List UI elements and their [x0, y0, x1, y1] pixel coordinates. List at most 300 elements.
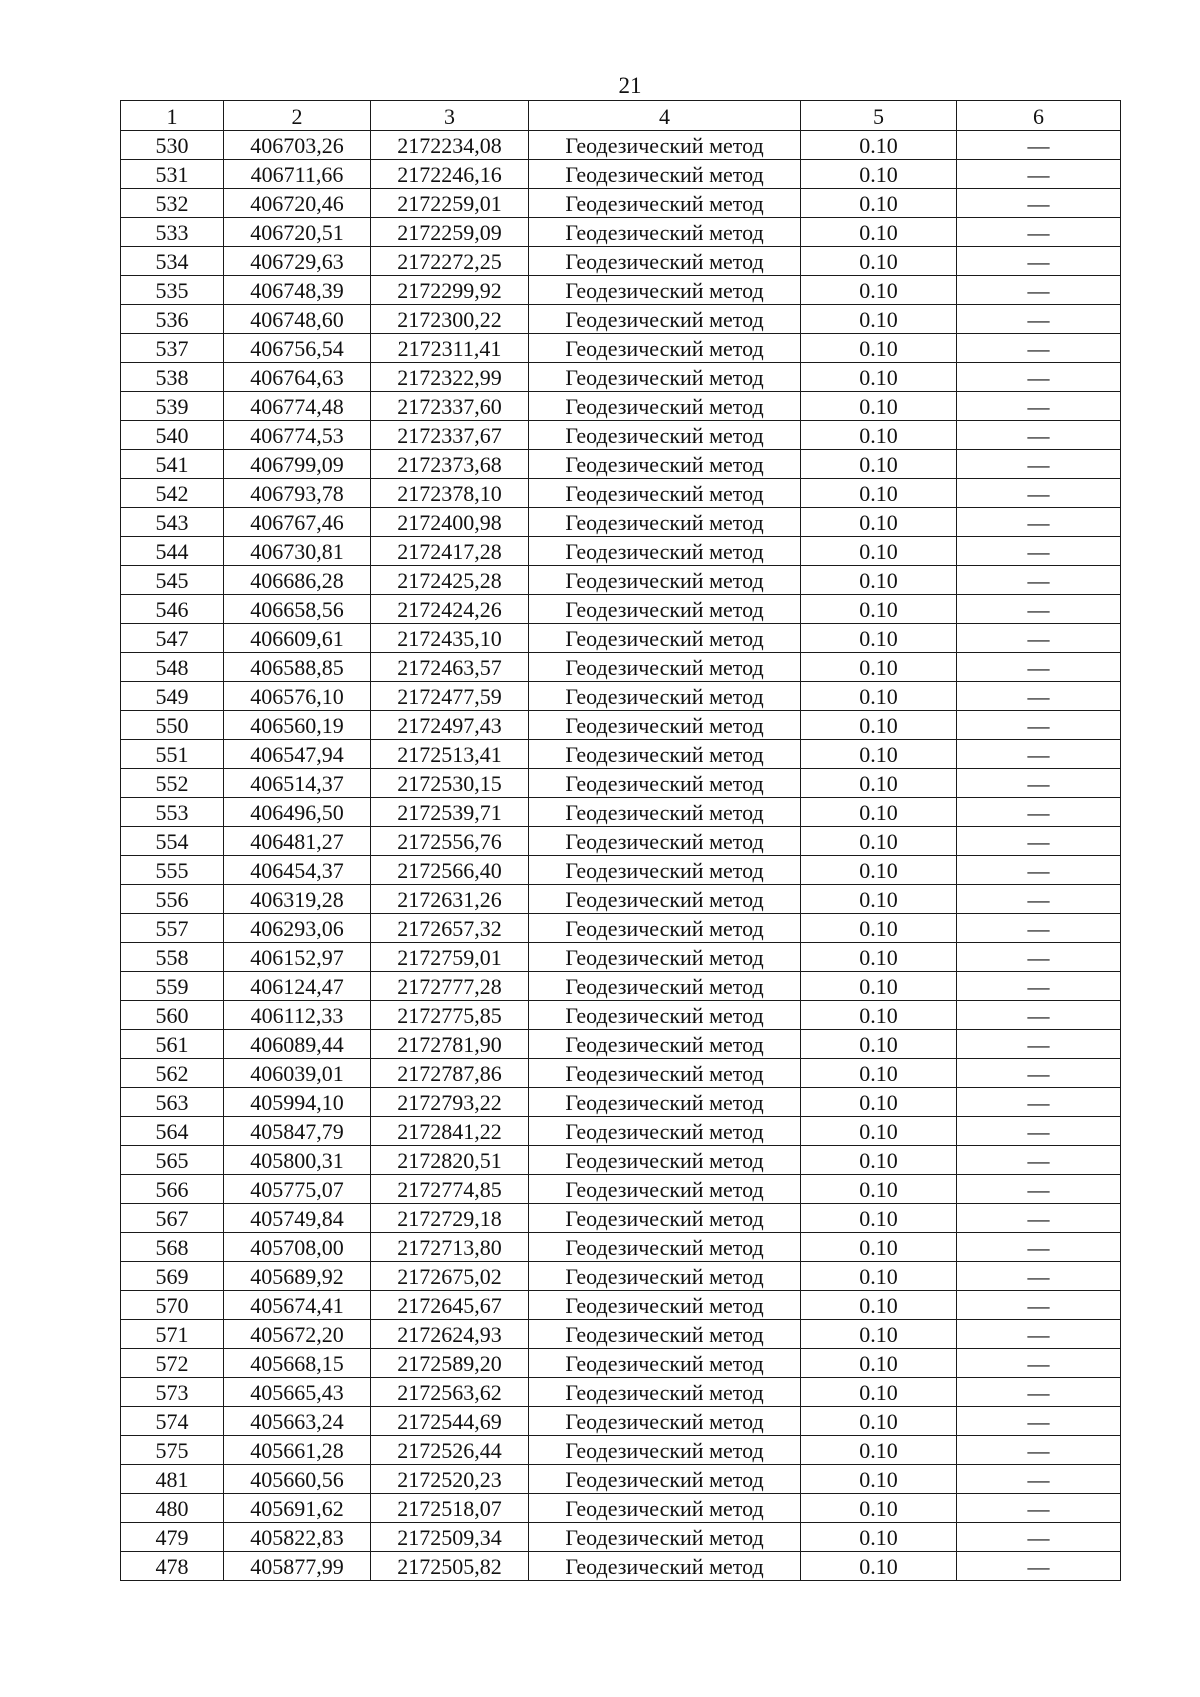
x-coordinate-cell: 406720,51: [224, 218, 371, 247]
table-row: [121, 653, 1121, 682]
accuracy-cell: 0.10: [801, 972, 957, 1001]
accuracy-cell: 0.10: [801, 1030, 957, 1059]
y-coordinate-cell: 2172497,43: [371, 711, 529, 740]
accuracy-cell: 0.10: [801, 479, 957, 508]
point-number-cell: 572: [121, 1349, 224, 1378]
accuracy-cell: 0.10: [801, 1204, 957, 1233]
point-number-cell: 548: [121, 653, 224, 682]
note-cell: —: [957, 450, 1121, 479]
note-cell: —: [957, 1030, 1121, 1059]
note-cell: —: [957, 1088, 1121, 1117]
accuracy-cell: 0.10: [801, 798, 957, 827]
x-coordinate-cell: 406767,46: [224, 508, 371, 537]
x-coordinate-cell: 405668,15: [224, 1349, 371, 1378]
x-coordinate-cell: 406609,61: [224, 624, 371, 653]
y-coordinate-cell: 2172787,86: [371, 1059, 529, 1088]
point-number-cell: 574: [121, 1407, 224, 1436]
method-cell: Геодезический метод: [529, 363, 801, 392]
accuracy-cell: 0.10: [801, 450, 957, 479]
method-cell: Геодезический метод: [529, 711, 801, 740]
table-row: [121, 1088, 1121, 1117]
point-number-cell: 478: [121, 1552, 224, 1581]
table-row: [121, 595, 1121, 624]
x-coordinate-cell: 406514,37: [224, 769, 371, 798]
method-cell: Геодезический метод: [529, 885, 801, 914]
table-row: [121, 392, 1121, 421]
table-row: [121, 1320, 1121, 1349]
accuracy-cell: 0.10: [801, 1349, 957, 1378]
note-cell: —: [957, 1407, 1121, 1436]
y-coordinate-cell: 2172259,01: [371, 189, 529, 218]
y-coordinate-cell: 2172520,23: [371, 1465, 529, 1494]
y-coordinate-cell: 2172311,41: [371, 334, 529, 363]
x-coordinate-cell: 405689,92: [224, 1262, 371, 1291]
point-number-cell: 533: [121, 218, 224, 247]
y-coordinate-cell: 2172781,90: [371, 1030, 529, 1059]
accuracy-cell: 0.10: [801, 1059, 957, 1088]
note-cell: —: [957, 1494, 1121, 1523]
method-cell: Геодезический метод: [529, 856, 801, 885]
table-row: [121, 1523, 1121, 1552]
table-row: [121, 1030, 1121, 1059]
method-cell: Геодезический метод: [529, 1233, 801, 1262]
method-cell: Геодезический метод: [529, 1146, 801, 1175]
accuracy-cell: 0.10: [801, 1117, 957, 1146]
accuracy-cell: 0.10: [801, 856, 957, 885]
method-cell: Геодезический метод: [529, 943, 801, 972]
y-coordinate-cell: 2172477,59: [371, 682, 529, 711]
header-cell-2: 2: [224, 101, 371, 131]
table-row: [121, 305, 1121, 334]
accuracy-cell: 0.10: [801, 1233, 957, 1262]
method-cell: Геодезический метод: [529, 1117, 801, 1146]
method-cell: Геодезический метод: [529, 595, 801, 624]
y-coordinate-cell: 2172505,82: [371, 1552, 529, 1581]
method-cell: Геодезический метод: [529, 421, 801, 450]
y-coordinate-cell: 2172777,28: [371, 972, 529, 1001]
x-coordinate-cell: 406481,27: [224, 827, 371, 856]
accuracy-cell: 0.10: [801, 1494, 957, 1523]
accuracy-cell: 0.10: [801, 421, 957, 450]
y-coordinate-cell: 2172713,80: [371, 1233, 529, 1262]
note-cell: —: [957, 160, 1121, 189]
point-number-cell: 556: [121, 885, 224, 914]
method-cell: Геодезический метод: [529, 131, 801, 160]
accuracy-cell: 0.10: [801, 334, 957, 363]
x-coordinate-cell: 406454,37: [224, 856, 371, 885]
method-cell: Геодезический метод: [529, 827, 801, 856]
point-number-cell: 544: [121, 537, 224, 566]
table-row: [121, 421, 1121, 450]
table-row: [121, 1436, 1121, 1465]
point-number-cell: 566: [121, 1175, 224, 1204]
x-coordinate-cell: 406124,47: [224, 972, 371, 1001]
x-coordinate-cell: 406293,06: [224, 914, 371, 943]
x-coordinate-cell: 405800,31: [224, 1146, 371, 1175]
method-cell: Геодезический метод: [529, 740, 801, 769]
accuracy-cell: 0.10: [801, 566, 957, 595]
y-coordinate-cell: 2172645,67: [371, 1291, 529, 1320]
note-cell: —: [957, 1262, 1121, 1291]
point-number-cell: 569: [121, 1262, 224, 1291]
x-coordinate-cell: 406774,53: [224, 421, 371, 450]
table-row: [121, 479, 1121, 508]
header-cell-1: 1: [121, 101, 224, 131]
accuracy-cell: 0.10: [801, 189, 957, 218]
y-coordinate-cell: 2172300,22: [371, 305, 529, 334]
x-coordinate-cell: 406711,66: [224, 160, 371, 189]
point-number-cell: 551: [121, 740, 224, 769]
y-coordinate-cell: 2172526,44: [371, 1436, 529, 1465]
note-cell: —: [957, 247, 1121, 276]
point-number-cell: 479: [121, 1523, 224, 1552]
y-coordinate-cell: 2172820,51: [371, 1146, 529, 1175]
accuracy-cell: 0.10: [801, 131, 957, 160]
note-cell: —: [957, 769, 1121, 798]
note-cell: —: [957, 1378, 1121, 1407]
accuracy-cell: 0.10: [801, 827, 957, 856]
y-coordinate-cell: 2172509,34: [371, 1523, 529, 1552]
x-coordinate-cell: 405877,99: [224, 1552, 371, 1581]
accuracy-cell: 0.10: [801, 247, 957, 276]
y-coordinate-cell: 2172539,71: [371, 798, 529, 827]
x-coordinate-cell: 406764,63: [224, 363, 371, 392]
method-cell: Геодезический метод: [529, 1349, 801, 1378]
method-cell: Геодезический метод: [529, 1059, 801, 1088]
table-row: [121, 1117, 1121, 1146]
table-row: [121, 943, 1121, 972]
accuracy-cell: 0.10: [801, 392, 957, 421]
point-number-cell: 552: [121, 769, 224, 798]
point-number-cell: 541: [121, 450, 224, 479]
point-number-cell: 539: [121, 392, 224, 421]
point-number-cell: 546: [121, 595, 224, 624]
method-cell: Геодезический метод: [529, 247, 801, 276]
point-number-cell: 549: [121, 682, 224, 711]
note-cell: —: [957, 1349, 1121, 1378]
point-number-cell: 547: [121, 624, 224, 653]
y-coordinate-cell: 2172556,76: [371, 827, 529, 856]
table-row: [121, 1407, 1121, 1436]
method-cell: Геодезический метод: [529, 798, 801, 827]
method-cell: Геодезический метод: [529, 1407, 801, 1436]
x-coordinate-cell: 406547,94: [224, 740, 371, 769]
point-number-cell: 563: [121, 1088, 224, 1117]
accuracy-cell: 0.10: [801, 1320, 957, 1349]
note-cell: —: [957, 334, 1121, 363]
accuracy-cell: 0.10: [801, 1291, 957, 1320]
method-cell: Геодезический метод: [529, 537, 801, 566]
y-coordinate-cell: 2172624,93: [371, 1320, 529, 1349]
method-cell: Геодезический метод: [529, 914, 801, 943]
y-coordinate-cell: 2172400,98: [371, 508, 529, 537]
point-number-cell: 530: [121, 131, 224, 160]
table-row: [121, 566, 1121, 595]
method-cell: Геодезический метод: [529, 160, 801, 189]
note-cell: —: [957, 943, 1121, 972]
point-number-cell: 550: [121, 711, 224, 740]
x-coordinate-cell: 405661,28: [224, 1436, 371, 1465]
accuracy-cell: 0.10: [801, 1407, 957, 1436]
x-coordinate-cell: 406774,48: [224, 392, 371, 421]
method-cell: Геодезический метод: [529, 1262, 801, 1291]
x-coordinate-cell: 405994,10: [224, 1088, 371, 1117]
point-number-cell: 534: [121, 247, 224, 276]
x-coordinate-cell: 406588,85: [224, 653, 371, 682]
y-coordinate-cell: 2172299,92: [371, 276, 529, 305]
note-cell: —: [957, 827, 1121, 856]
page-number: 21: [618, 73, 642, 98]
accuracy-cell: 0.10: [801, 218, 957, 247]
table-row: [121, 189, 1121, 218]
point-number-cell: 538: [121, 363, 224, 392]
point-number-cell: 575: [121, 1436, 224, 1465]
x-coordinate-cell: 406793,78: [224, 479, 371, 508]
accuracy-cell: 0.10: [801, 1465, 957, 1494]
accuracy-cell: 0.10: [801, 305, 957, 334]
method-cell: Геодезический метод: [529, 1523, 801, 1552]
header-row: [121, 101, 1121, 131]
point-number-cell: 531: [121, 160, 224, 189]
x-coordinate-cell: 406756,54: [224, 334, 371, 363]
accuracy-cell: 0.10: [801, 1436, 957, 1465]
point-number-cell: 562: [121, 1059, 224, 1088]
table-body: [121, 131, 1121, 1581]
note-cell: —: [957, 1146, 1121, 1175]
note-cell: —: [957, 392, 1121, 421]
point-number-cell: 567: [121, 1204, 224, 1233]
note-cell: —: [957, 914, 1121, 943]
x-coordinate-cell: 405672,20: [224, 1320, 371, 1349]
x-coordinate-cell: 406319,28: [224, 885, 371, 914]
y-coordinate-cell: 2172463,57: [371, 653, 529, 682]
note-cell: —: [957, 798, 1121, 827]
point-number-cell: 558: [121, 943, 224, 972]
note-cell: —: [957, 1233, 1121, 1262]
table-row: [121, 914, 1121, 943]
note-cell: —: [957, 305, 1121, 334]
point-number-cell: 573: [121, 1378, 224, 1407]
note-cell: —: [957, 508, 1121, 537]
x-coordinate-cell: 405749,84: [224, 1204, 371, 1233]
y-coordinate-cell: 2172775,85: [371, 1001, 529, 1030]
method-cell: Геодезический метод: [529, 1378, 801, 1407]
point-number-cell: 554: [121, 827, 224, 856]
note-cell: —: [957, 131, 1121, 160]
method-cell: Геодезический метод: [529, 1552, 801, 1581]
accuracy-cell: 0.10: [801, 1378, 957, 1407]
note-cell: —: [957, 1117, 1121, 1146]
header-cell-4: 4: [529, 101, 801, 131]
method-cell: Геодезический метод: [529, 1204, 801, 1233]
x-coordinate-cell: 406496,50: [224, 798, 371, 827]
note-cell: —: [957, 1001, 1121, 1030]
method-cell: Геодезический метод: [529, 218, 801, 247]
point-number-cell: 555: [121, 856, 224, 885]
y-coordinate-cell: 2172793,22: [371, 1088, 529, 1117]
point-number-cell: 545: [121, 566, 224, 595]
note-cell: —: [957, 972, 1121, 1001]
accuracy-cell: 0.10: [801, 363, 957, 392]
table-row: [121, 1001, 1121, 1030]
y-coordinate-cell: 2172337,60: [371, 392, 529, 421]
point-number-cell: 571: [121, 1320, 224, 1349]
table-row: [121, 537, 1121, 566]
point-number-cell: 537: [121, 334, 224, 363]
y-coordinate-cell: 2172631,26: [371, 885, 529, 914]
x-coordinate-cell: 406729,63: [224, 247, 371, 276]
method-cell: Геодезический метод: [529, 334, 801, 363]
table-row: [121, 334, 1121, 363]
x-coordinate-cell: 406686,28: [224, 566, 371, 595]
method-cell: Геодезический метод: [529, 682, 801, 711]
table-row: [121, 1262, 1121, 1291]
y-coordinate-cell: 2172435,10: [371, 624, 529, 653]
accuracy-cell: 0.10: [801, 943, 957, 972]
y-coordinate-cell: 2172337,67: [371, 421, 529, 450]
y-coordinate-cell: 2172417,28: [371, 537, 529, 566]
y-coordinate-cell: 2172259,09: [371, 218, 529, 247]
y-coordinate-cell: 2172729,18: [371, 1204, 529, 1233]
method-cell: Геодезический метод: [529, 305, 801, 334]
table-row: [121, 740, 1121, 769]
x-coordinate-cell: 405775,07: [224, 1175, 371, 1204]
note-cell: —: [957, 682, 1121, 711]
note-cell: —: [957, 479, 1121, 508]
table-row: [121, 1059, 1121, 1088]
table-row: [121, 856, 1121, 885]
table-row: [121, 1465, 1121, 1494]
point-number-cell: 480: [121, 1494, 224, 1523]
accuracy-cell: 0.10: [801, 1001, 957, 1030]
method-cell: Геодезический метод: [529, 508, 801, 537]
method-cell: Геодезический метод: [529, 1030, 801, 1059]
table-row: [121, 218, 1121, 247]
x-coordinate-cell: 406720,46: [224, 189, 371, 218]
table-row: [121, 1175, 1121, 1204]
y-coordinate-cell: 2172373,68: [371, 450, 529, 479]
note-cell: —: [957, 1436, 1121, 1465]
accuracy-cell: 0.10: [801, 595, 957, 624]
x-coordinate-cell: 405708,00: [224, 1233, 371, 1262]
point-number-cell: 535: [121, 276, 224, 305]
x-coordinate-cell: 406089,44: [224, 1030, 371, 1059]
table-row: [121, 276, 1121, 305]
header-cell-5: 5: [801, 101, 957, 131]
accuracy-cell: 0.10: [801, 276, 957, 305]
y-coordinate-cell: 2172589,20: [371, 1349, 529, 1378]
x-coordinate-cell: 406152,97: [224, 943, 371, 972]
table-row: [121, 1233, 1121, 1262]
method-cell: Геодезический метод: [529, 479, 801, 508]
x-coordinate-cell: 406560,19: [224, 711, 371, 740]
point-number-cell: 542: [121, 479, 224, 508]
table-row: [121, 1291, 1121, 1320]
table-row: [121, 1349, 1121, 1378]
note-cell: —: [957, 363, 1121, 392]
x-coordinate-cell: 406703,26: [224, 131, 371, 160]
accuracy-cell: 0.10: [801, 537, 957, 566]
method-cell: Геодезический метод: [529, 566, 801, 595]
table-row: [121, 1552, 1121, 1581]
accuracy-cell: 0.10: [801, 160, 957, 189]
note-cell: —: [957, 537, 1121, 566]
note-cell: —: [957, 1291, 1121, 1320]
y-coordinate-cell: 2172322,99: [371, 363, 529, 392]
x-coordinate-cell: 405847,79: [224, 1117, 371, 1146]
point-number-cell: 570: [121, 1291, 224, 1320]
x-coordinate-cell: 405674,41: [224, 1291, 371, 1320]
x-coordinate-cell: 406799,09: [224, 450, 371, 479]
method-cell: Геодезический метод: [529, 276, 801, 305]
table-row: [121, 450, 1121, 479]
note-cell: —: [957, 1175, 1121, 1204]
method-cell: Геодезический метод: [529, 1320, 801, 1349]
table-row: [121, 160, 1121, 189]
accuracy-cell: 0.10: [801, 682, 957, 711]
x-coordinate-cell: 405660,56: [224, 1465, 371, 1494]
x-coordinate-cell: 406112,33: [224, 1001, 371, 1030]
table-row: [121, 972, 1121, 1001]
y-coordinate-cell: 2172513,41: [371, 740, 529, 769]
accuracy-cell: 0.10: [801, 1262, 957, 1291]
header-cell-3: 3: [371, 101, 529, 131]
y-coordinate-cell: 2172675,02: [371, 1262, 529, 1291]
method-cell: Геодезический метод: [529, 1175, 801, 1204]
table-row: [121, 363, 1121, 392]
table-row: [121, 131, 1121, 160]
point-number-cell: 532: [121, 189, 224, 218]
y-coordinate-cell: 2172759,01: [371, 943, 529, 972]
point-number-cell: 543: [121, 508, 224, 537]
y-coordinate-cell: 2172566,40: [371, 856, 529, 885]
note-cell: —: [957, 711, 1121, 740]
table-row: [121, 1146, 1121, 1175]
table-row: [121, 624, 1121, 653]
accuracy-cell: 0.10: [801, 914, 957, 943]
note-cell: —: [957, 653, 1121, 682]
x-coordinate-cell: 406748,60: [224, 305, 371, 334]
note-cell: —: [957, 1320, 1121, 1349]
table-row: [121, 711, 1121, 740]
method-cell: Геодезический метод: [529, 450, 801, 479]
accuracy-cell: 0.10: [801, 740, 957, 769]
table-row: [121, 247, 1121, 276]
y-coordinate-cell: 2172841,22: [371, 1117, 529, 1146]
method-cell: Геодезический метод: [529, 1494, 801, 1523]
point-number-cell: 481: [121, 1465, 224, 1494]
method-cell: Геодезический метод: [529, 769, 801, 798]
table-row: [121, 1494, 1121, 1523]
y-coordinate-cell: 2172378,10: [371, 479, 529, 508]
x-coordinate-cell: 405822,83: [224, 1523, 371, 1552]
note-cell: —: [957, 189, 1121, 218]
method-cell: Геодезический метод: [529, 972, 801, 1001]
x-coordinate-cell: 405691,62: [224, 1494, 371, 1523]
point-number-cell: 540: [121, 421, 224, 450]
accuracy-cell: 0.10: [801, 1175, 957, 1204]
accuracy-cell: 0.10: [801, 1088, 957, 1117]
method-cell: Геодезический метод: [529, 1088, 801, 1117]
x-coordinate-cell: 406748,39: [224, 276, 371, 305]
note-cell: —: [957, 856, 1121, 885]
y-coordinate-cell: 2172425,28: [371, 566, 529, 595]
point-number-cell: 564: [121, 1117, 224, 1146]
note-cell: —: [957, 885, 1121, 914]
accuracy-cell: 0.10: [801, 885, 957, 914]
note-cell: —: [957, 1552, 1121, 1581]
x-coordinate-cell: 406730,81: [224, 537, 371, 566]
